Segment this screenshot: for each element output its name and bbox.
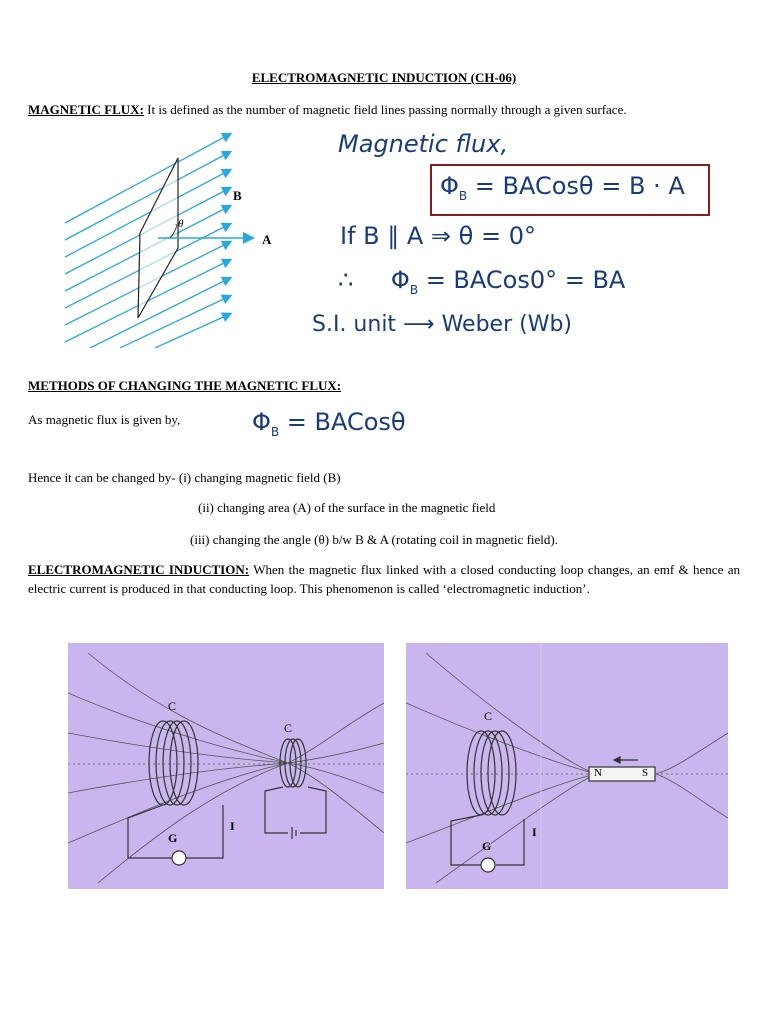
vector-a-label: A — [262, 232, 272, 247]
coil-c1-label: C — [168, 699, 177, 713]
figure-two-coils — [68, 643, 384, 889]
hand-therefore — [338, 266, 625, 297]
methods-intro: As magnetic flux is given by, — [28, 412, 181, 427]
phi-subscript-2: B — [409, 282, 419, 297]
flux-definition — [28, 100, 748, 119]
therefore-symbol: ∴ — [338, 266, 354, 294]
page-title: ELECTROMAGNETIC INDUCTION (CH-06) — [251, 70, 517, 85]
flux-definition-text: It is defined as the number of magnetic field lines passing normally through a given surface. — [143, 102, 627, 117]
galvanometer-label-right: G — [482, 839, 492, 853]
theta-label: θ — [178, 218, 184, 230]
phi-subscript-3: B — [270, 424, 280, 439]
methods-heading: METHODS OF CHANGING THE MAGNETIC FLUX: — [28, 378, 342, 393]
emi-paragraph — [28, 560, 740, 598]
methods-formula — [252, 408, 406, 439]
figure-coil-magnet — [406, 643, 728, 889]
current-label-right: I — [532, 825, 537, 839]
hand-magnetic-flux: Magnetic flux, — [338, 130, 509, 158]
phi-symbol-2: Φ — [390, 266, 410, 294]
flux-formula — [440, 172, 685, 203]
flux-diagram — [60, 128, 290, 348]
therefore-formula: = BACos0° = BA — [425, 266, 626, 294]
magnet-north-label: N — [594, 767, 602, 779]
hand-si-unit: S.I. unit ⟶ Weber (Wb) — [312, 312, 573, 337]
coil-c1-label-right: C — [484, 709, 493, 723]
galvanometer-label: G — [168, 831, 178, 845]
methods-item-3: (iii) changing the angle (θ) b/w B & A (rotating coil in magnetic field). — [190, 532, 558, 547]
emi-heading: ELECTROMAGNETIC INDUCTION: — [28, 562, 250, 577]
hand-if-parallel: If B ∥ A ⇒ θ = 0° — [340, 222, 536, 250]
phi-subscript: B — [458, 188, 468, 203]
methods-item-2: (ii) changing area (A) of the surface in the magnetic field — [198, 500, 496, 515]
current-label: I — [230, 819, 235, 833]
vector-b-label: B — [233, 188, 242, 203]
phi-symbol-3: Φ — [252, 408, 271, 436]
methods-formula-rhs: = BACosθ — [286, 408, 406, 436]
magnet-south-label: S — [642, 767, 649, 779]
methods-change-intro: Hence it can be changed by- (i) changing magnetic field (B) — [28, 470, 341, 485]
flux-heading: MAGNETIC FLUX: — [28, 102, 144, 117]
flux-formula-rhs: = BACosθ = B · A — [474, 172, 685, 200]
coil-c2-label: C — [284, 721, 293, 735]
emi-text: When the magnetic flux linked with a closed conducting loop changes, an emf & hence an electric current is produced in that conducting loop. This phenomenon is called ‘electromagnetic induction’. — [28, 562, 740, 596]
phi-symbol: Φ — [440, 172, 459, 200]
